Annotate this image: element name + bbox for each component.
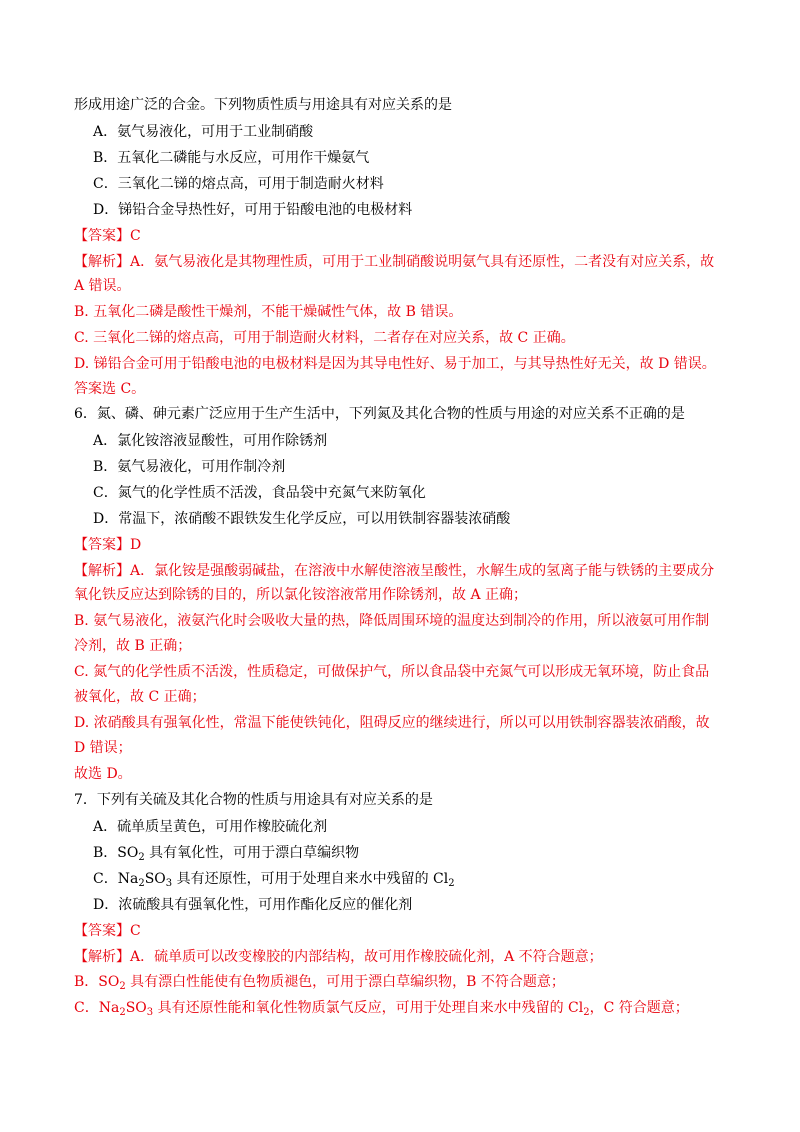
q5-analysis-line: A 错误。: [74, 278, 131, 294]
q6-answer: 【答案】D: [74, 537, 142, 553]
q5-analysis-line: D. 锑铅合金可用于铅酸电池的电极材料是因为其导电性好、易于加工，与其导热性好无关，故 D 错误。: [74, 356, 716, 372]
q6-conclusion: 故选 D。: [74, 766, 132, 782]
q6-analysis-line: 氧化铁反应达到除锈的目的，所以氯化铵溶液常用作除锈剂，故 A 正确；: [74, 587, 528, 603]
q6-analysis-line: D 错误；: [74, 740, 132, 756]
q6-option-b: B．氨气易液化，可用作制冷剂: [93, 459, 286, 475]
q5-conclusion: 答案选 C。: [74, 381, 146, 397]
q7-option-a: A．硫单质呈黄色，可用作橡胶硫化剂: [93, 819, 328, 835]
q6-stem: 6．氮、磷、砷元素广泛应用于生产生活中，下列氮及其化合物的性质与用途的对应关系不正确的是: [74, 406, 685, 422]
q7-analysis-line: 【解析】A．硫单质可以改变橡胶的内部结构，故可用作橡胶硫化剂，A 不符合题意；: [74, 949, 603, 965]
q6-analysis-line: B. 氨气易液化，液氨汽化时会吸收大量的热，降低周围环境的温度达到制冷的作用，所以液氨可用作制: [74, 613, 710, 629]
q5-answer: 【答案】C: [74, 228, 141, 244]
q7-answer: 【答案】C: [74, 923, 141, 939]
q7-option-d: D．浓硫酸具有强氧化性，可用作酯化反应的催化剂: [93, 897, 413, 913]
q6-analysis-line: 【解析】A．氯化铵是强酸弱碱盐，在溶液中水解使溶液呈酸性，水解生成的氢离子能与铁锈的主要成分: [74, 563, 715, 579]
q7-option-b: B．$SO_2$ 具有氧化性，可用于漂白草编织物: [93, 845, 360, 863]
q6-analysis-line: 冷剂，故 B 正确；: [74, 638, 192, 654]
q6-analysis-line: C. 氮气的化学性质不活泼，性质稳定，可做保护气，所以食品袋中充氮气可以形成无氧环境，防止食品: [74, 664, 710, 680]
q6-analysis-line: 被氧化，故 C 正确；: [74, 689, 206, 705]
q7-analysis-line: B．$SO_2$ 具有漂白性能使有色物质褪色，可用于漂白草编织物，B 不符合题意；: [74, 974, 565, 992]
q5-option-b: B．五氧化二磷能与水反应，可用作干燥氨气: [93, 150, 370, 166]
q6-option-a: A．氯化铵溶液显酸性，可用作除锈剂: [93, 433, 328, 449]
q5-option-c: C．三氧化二锑的熔点高，可用于制造耐火材料: [93, 176, 384, 192]
q7-option-c: C．$Na_2SO_3$ 具有还原性，可用于处理自来水中残留的 $Cl_2$: [93, 871, 455, 889]
q5-option-d: D．锑铅合金导热性好，可用于铅酸电池的电极材料: [93, 202, 413, 218]
q5-stem: 形成用途广泛的合金。下列物质性质与用途具有对应关系的是: [74, 97, 452, 113]
q6-option-c: C．氮气的化学性质不活泼，食品袋中充氮气来防氧化: [93, 485, 426, 501]
q5-analysis-line: C. 三氧化二锑的熔点高，可用于制造耐火材料，二者存在对应关系，故 C 正确。: [74, 330, 575, 346]
q7-analysis-line: C．$Na_2SO_3$ 具有还原性能和氧化性物质氯气反应，可用于处理自来水中残留的 $Cl_2$，C 符合题意；: [74, 1000, 689, 1018]
q6-option-d: D．常温下，浓硝酸不跟铁发生化学反应，可以用铁制容器装浓硝酸: [93, 511, 511, 527]
q5-option-a: A．氨气易液化，可用于工业制硝酸: [93, 124, 314, 140]
q6-analysis-line: D. 浓硝酸具有强氧化性，常温下能使铁钝化，阻碍反应的继续进行，所以可以用铁制容器装浓硝酸，故: [74, 715, 710, 731]
q7-stem: 7．下列有关硫及其化合物的性质与用途具有对应关系的是: [74, 792, 433, 808]
q5-analysis-line: 【解析】A．氨气易液化是其物理性质，可用于工业制硝酸说明氨气具有还原性，二者没有对应关系，故: [74, 254, 715, 270]
q5-analysis-line: B. 五氧化二磷是酸性干燥剂，不能干燥碱性气体，故 B 错误。: [74, 304, 463, 320]
